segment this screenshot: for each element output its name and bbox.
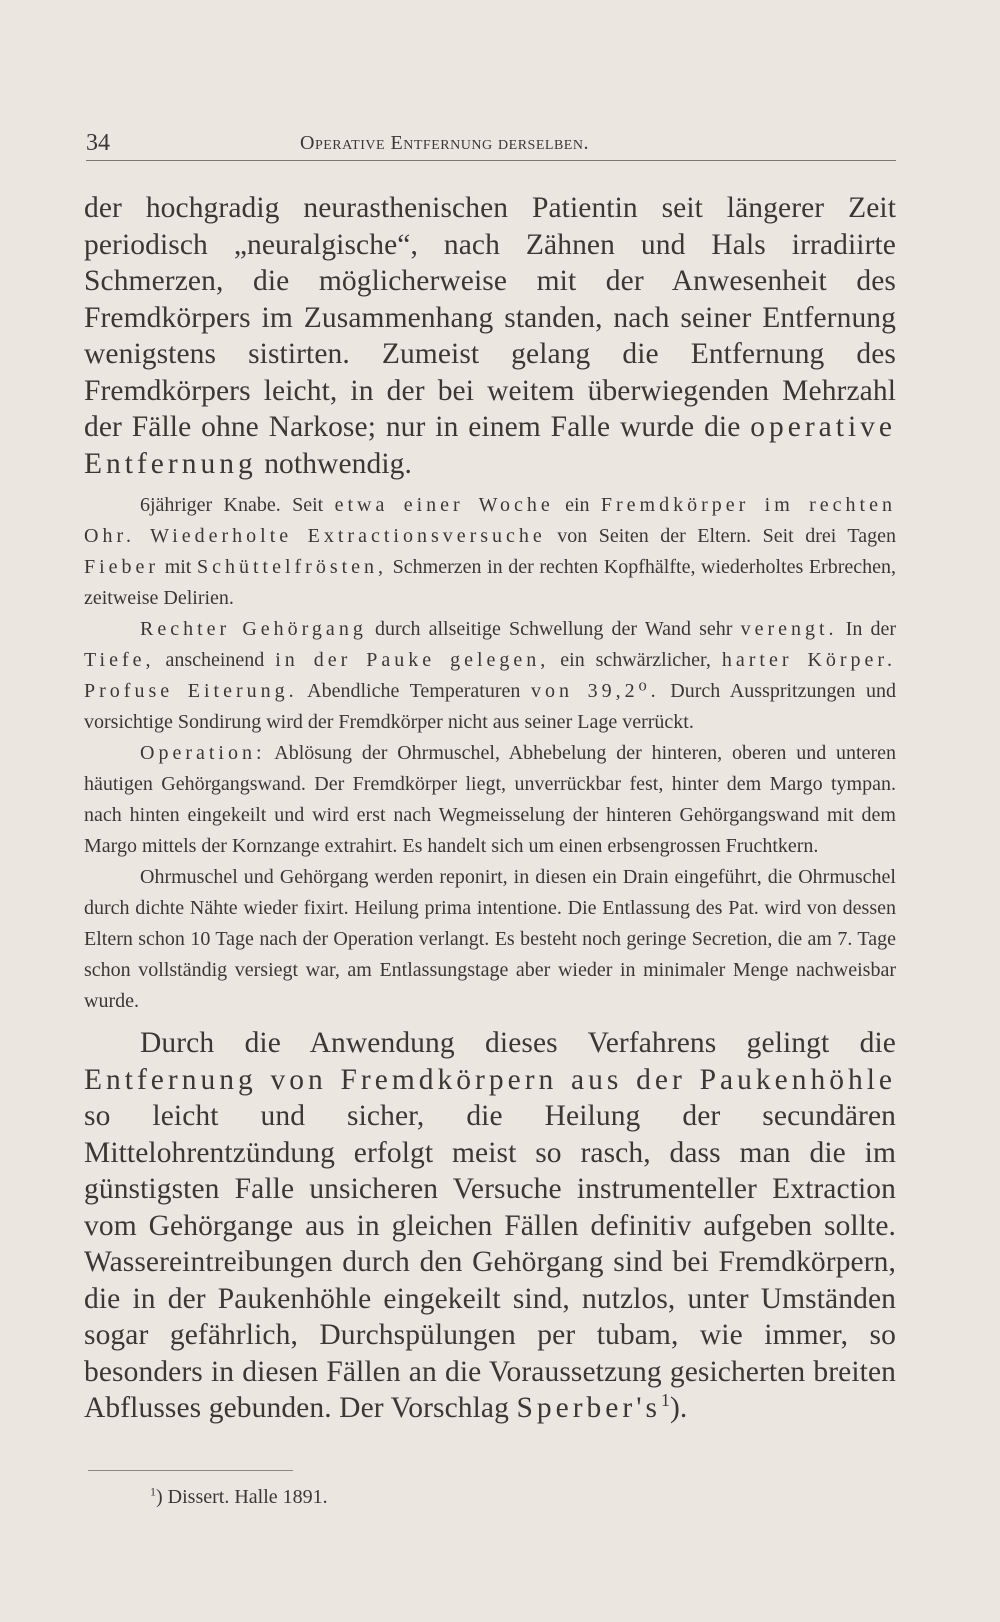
operation-paragraph: Operation: Ablösung der Ohrmuschel, Abhebelung der hinteren, oberen und unteren häutigen Gehörgangswand. Der Fremdkörper liegt, unverrückbar fest, hinter dem Margo tympan. nach hinten eingekeilt und wird erst nach Wegmeisselung der hinteren Gehörgangswand mit dem Margo mittels der Kornzange extrahirt. Es handelt sich um einen erbsengrossen Fruchtkern. [84,742,896,857]
footnote-text: ) Dissert. Halle 1891. [156,1486,328,1508]
footnote-reference: 1 [661,1390,670,1411]
page-header [86,128,896,161]
running-title: Operative Entfernung derselben. [300,132,589,154]
footnote-separator [88,1470,293,1471]
spaced-emphasis: verengt. [740,618,838,640]
spaced-emphasis: Sperber's [516,1392,661,1424]
spaced-emphasis: Operation: [140,742,266,764]
findings-paragraph: Rechter Gehörgang durch allseitige Schwellung der Wand sehr verengt. In der Tiefe, anscheinend in der Pauke gelegen, ein schwärzlicher, harter Körper. Profuse Eiterung. Abendliche Temperaturen von 39,2⁰. Durch Ausspritzungen und vorsichtige Sondirung wird der Fremdkörper nicht aus seiner Lage verrückt. [84,618,897,733]
spaced-emphasis: Schüttelfrösten, [196,556,388,578]
spaced-emphasis: Rechter Gehörgang [140,618,367,640]
conclusion-paragraph: Durch die Anwendung dieses Verfahrens gelingt die Entfernung von Fremdkörpern aus der Paukenhöhle so leicht und sicher, die Heilung der secundären Mittelohrentzündung erfolgt meist so rasch, dass man die im günstigsten Falle unsicheren Versuche instrumenteller Extraction vom Gehörgange aus in gleichen Fällen definitiv aufgeben sollte. Wassereintreibungen durch den Gehörgang sind bei Fremdkörpern, die in der Paukenhöhle eingekeilt sind, nutzlos, unter Umständen sogar gefährlich, Durchspülungen per tubam, wie immer, so besonders in diesen Fällen an die Voraussetzung gesicherten breiten Abflusses gebunden. Der Vorschlag $Sperber's^1$). [84,1027,896,1424]
case-history-paragraph: 6jähriger Knabe. Seit etwa einer Woche ein Fremdkörper im rechten Ohr. Wiederholte Extractionsversuche von Seiten der Eltern. Seit drei Tagen Fieber mit Schüttelfrösten, Schmerzen in der rechten Kopfhälfte, wiederholtes Erbrechen, zeitweise Delirien. [84,494,897,609]
spaced-emphasis: Tiefe, [84,649,155,671]
spaced-emphasis: Fremdkörper im rechten Ohr. Wiederholte Extractionsversuche [84,494,896,547]
page-number: 34 [86,130,110,156]
outcome-paragraph: Ohrmuschel und Gehörgang werden reponirt, in diesen ein Drain eingeführt, die Ohrmuschel durch dichte Nähte wieder fixirt. Heilung prima intentione. Die Entlassung des Pat. wird von dessen Eltern schon 10 Tage nach der Operation verlangt. Es besteht noch geringe Secretion, die am 7. Tage schon vollständig versiegt war, am Entlassungstage aber wieder in minimaler Menge nachweisbar wurde. [84,866,896,1012]
spaced-emphasis: harter Körper. Profuse Eiterung. [84,649,896,702]
spaced-emphasis: Entfernung von Fremdkörpern aus der Paukenhöhle [84,1063,896,1096]
footnote [150,1486,328,1509]
page-body [84,190,896,1427]
paragraph-continuation: der hochgradig neurasthenischen Patientin seit längerer Zeit periodisch „neuralgische“, nach Zähnen und Hals irradiirte Schmerzen, die möglicherweise mit der Anwesenheit des Fremdkörpers im Zusammenhang standen, nach seiner Entfernung wenigstens sistirten. Zumeist gelang die Entfernung des Fremdkörpers leicht, in der bei weitem überwiegenden Mehrzahl der Fälle ohne Narkose; nur in einem Falle wurde die operative Entfernung nothwendig. [84,192,896,480]
spaced-emphasis: in der Pauke gelegen, [275,649,550,671]
spaced-emphasis: von 39,2⁰. [531,680,660,702]
footnote-mark: 1 [150,1484,156,1499]
spaced-emphasis: Fieber [84,556,160,578]
spaced-emphasis: operative Entfernung [84,411,896,480]
spaced-emphasis: etwa einer Woche [334,494,554,516]
